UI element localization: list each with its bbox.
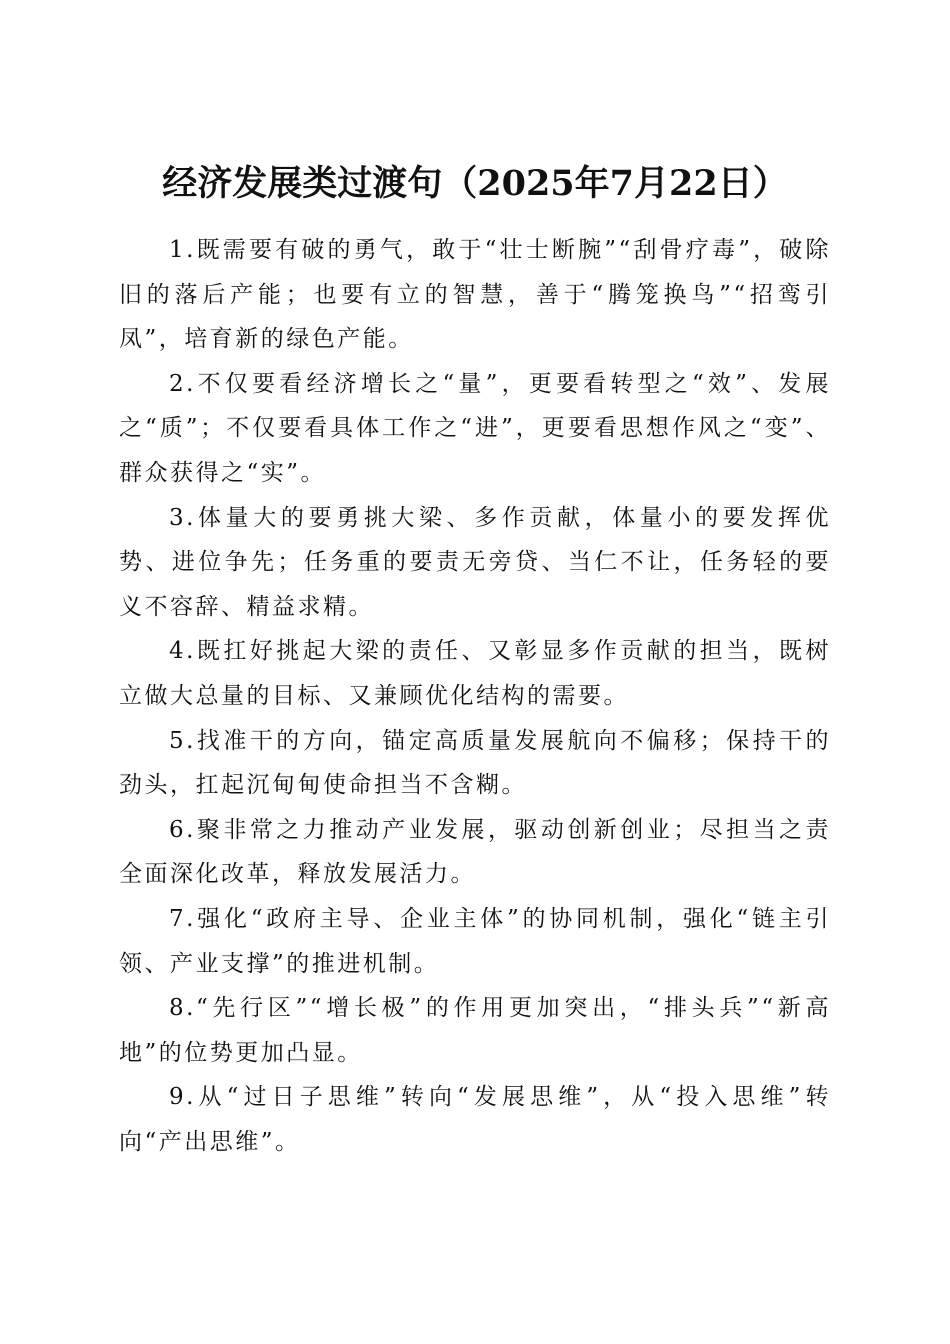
paragraph-4: 4.既扛好挑起大梁的责任、又彰显多作贡献的担当，既树立做大总量的目标、又兼顾优化结构的需要。 bbox=[119, 638, 831, 709]
paragraph-2: 2.不仅要看经济增长之“量”，更要看转型之“效”、发展之“质”；不仅要看具体工作之“进”，更要看思想作风之“变”、群众获得之“实”。 bbox=[119, 370, 831, 486]
document-body bbox=[119, 228, 831, 1164]
paragraph-5: 5.找准干的方向，锚定高质量发展航向不偏移；保持干的劲头，扛起沉甸甸使命担当不含糊。 bbox=[119, 727, 831, 799]
document-title: 经济发展类过渡句（2025年7月22日） bbox=[162, 163, 788, 205]
paragraph-1: 1.既需要有破的勇气，敢于“壮士断腕”“刮骨疗毒”，破除旧的落后产能；也要有立的智慧，善于“腾笼换鸟”“招鸾引凤”，培育新的绿色产能。 bbox=[119, 237, 831, 353]
paragraph-7: 7.强化“政府主导、企业主体”的协同机制，强化“链主引领、产业支撑”的推进机制。 bbox=[119, 905, 831, 977]
paragraph-3: 3.体量大的要勇挑大梁、多作贡献，体量小的要发挥优势、进位争先；任务重的要责无旁贷、当仁不让，任务轻的要义不容辞、精益求精。 bbox=[119, 504, 831, 620]
paragraph-8: 8.“先行区”“增长极”的作用更加突出，“排头兵”“新高地”的位势更加凸显。 bbox=[119, 995, 831, 1066]
paragraph-6: 6.聚非常之力推动产业发展，驱动创新创业；尽担当之责全面深化改革，释放发展活力。 bbox=[119, 816, 831, 888]
paragraph-9: 9.从“过日子思维”转向“发展思维”，从“投入思维”转向“产出思维”。 bbox=[119, 1084, 831, 1155]
